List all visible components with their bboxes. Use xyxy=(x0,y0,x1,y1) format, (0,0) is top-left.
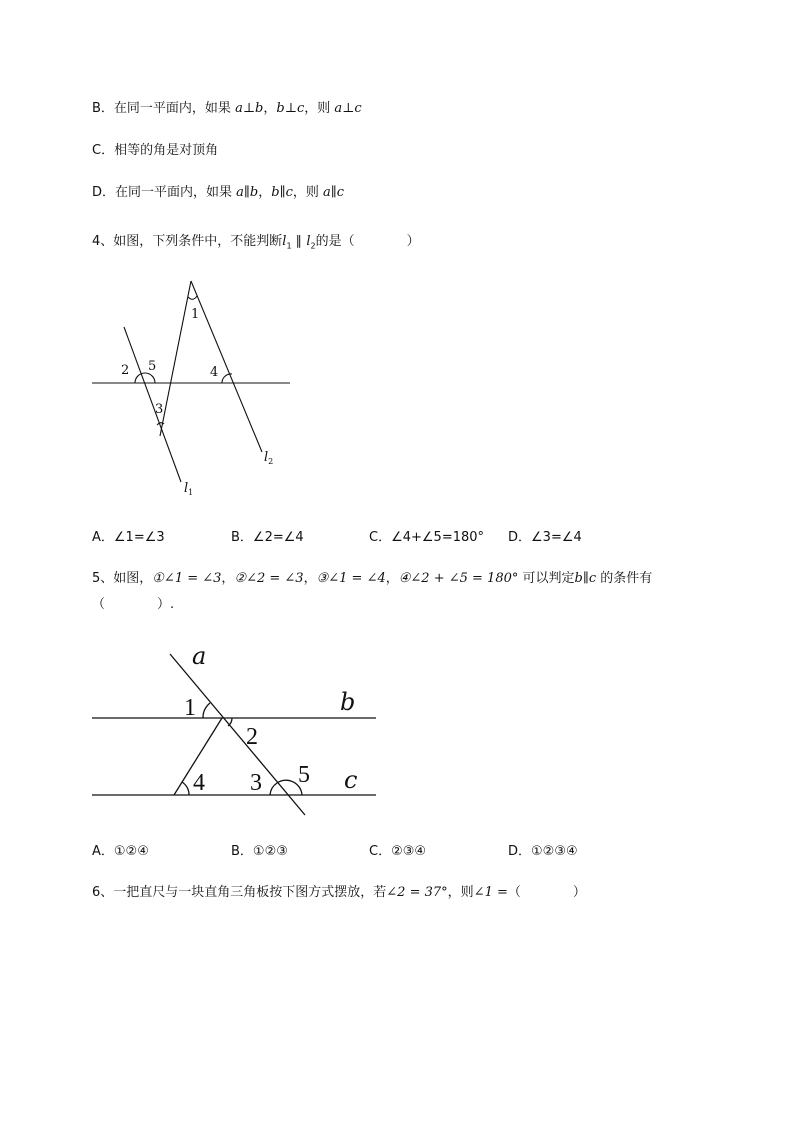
question-4-stem: 4、如图，下列条件中，不能判断$l_1$ ∥ $l_2$的是（ ） xyxy=(92,234,420,251)
angle-label-5: 5 xyxy=(148,359,157,374)
relation-b-par-c: b∥c xyxy=(574,571,597,586)
angle-label-5: 5 xyxy=(298,762,310,788)
line-label-c: c xyxy=(344,766,358,794)
angle-2-arc xyxy=(228,718,232,726)
relation-a-perp-c: a⊥c xyxy=(334,101,362,116)
relation-b-par-c: b∥c xyxy=(271,185,293,200)
line-a xyxy=(170,654,305,815)
relation-a-perp-b: a⊥b xyxy=(235,101,264,116)
question-6-stem: 6、一把直尺与一块直角三角板按下图方式摆放，若∠2 = 37°，则∠1 =（ ） xyxy=(92,885,586,900)
statement-c: C．相等的角是对顶角 xyxy=(92,143,219,158)
q5-option-d[interactable]: D．①②③④ xyxy=(508,844,578,859)
angle-4-arc xyxy=(182,782,189,795)
question-5-answer-blank: （ ）. xyxy=(92,597,175,612)
given-angle: ∠2 = 37° xyxy=(386,885,448,900)
statement-d: D．在同一平面内，如果 a∥b，b∥c，则 a∥c xyxy=(92,185,345,200)
q4-option-d[interactable]: D．∠3=∠4 xyxy=(508,530,582,545)
condition-2: ②∠2 = ∠3 xyxy=(234,571,304,586)
condition-3: ③∠1 = ∠4 xyxy=(316,571,386,586)
angle-label-1: 1 xyxy=(191,307,200,322)
angle-label-3: 3 xyxy=(155,402,164,417)
relation-b-perp-c: b⊥c xyxy=(276,101,305,116)
question-5-stem: 5、如图，①∠1 = ∠3，②∠2 = ∠3，③∠1 = ∠4，④∠2 + ∠5 = 180° 可以判定b∥c 的条件有 xyxy=(92,571,653,586)
target-angle: ∠1 = xyxy=(473,885,508,900)
line-label-l1: $l_1$ xyxy=(184,481,194,497)
relation-a-par-c: a∥c xyxy=(323,185,345,200)
angle-label-2: 2 xyxy=(246,724,258,750)
statement-b: B．在同一平面内，如果 a⊥b，b⊥c，则 a⊥c xyxy=(92,101,362,116)
angle-label-3: 3 xyxy=(250,770,262,796)
line-label-l2: $l_2$ xyxy=(264,450,274,466)
angle-1-arc xyxy=(203,703,210,718)
relation-a-par-b: a∥b xyxy=(236,185,259,200)
q5-option-a[interactable]: A．①②④ xyxy=(92,844,149,859)
condition-1: ①∠1 = ∠3 xyxy=(152,571,222,586)
q5-option-b[interactable]: B．①②③ xyxy=(231,844,288,859)
q4-option-c[interactable]: C．∠4+∠5=180° xyxy=(369,530,485,545)
angle-label-1: 1 xyxy=(184,695,196,721)
q4-option-b[interactable]: B．∠2=∠4 xyxy=(231,530,304,545)
line-label-a: a xyxy=(192,642,207,670)
q4-option-a[interactable]: A．∠1=∠3 xyxy=(92,530,165,545)
condition-4: ④∠2 + ∠5 = 180° xyxy=(398,571,519,586)
q5-option-c[interactable]: C．②③④ xyxy=(369,844,427,859)
angle-label-2: 2 xyxy=(121,363,130,378)
angle-label-4: 4 xyxy=(210,365,219,380)
line-label-b: b xyxy=(340,688,356,716)
angle-3-arc xyxy=(270,783,277,795)
angle-label-4: 4 xyxy=(193,770,205,796)
